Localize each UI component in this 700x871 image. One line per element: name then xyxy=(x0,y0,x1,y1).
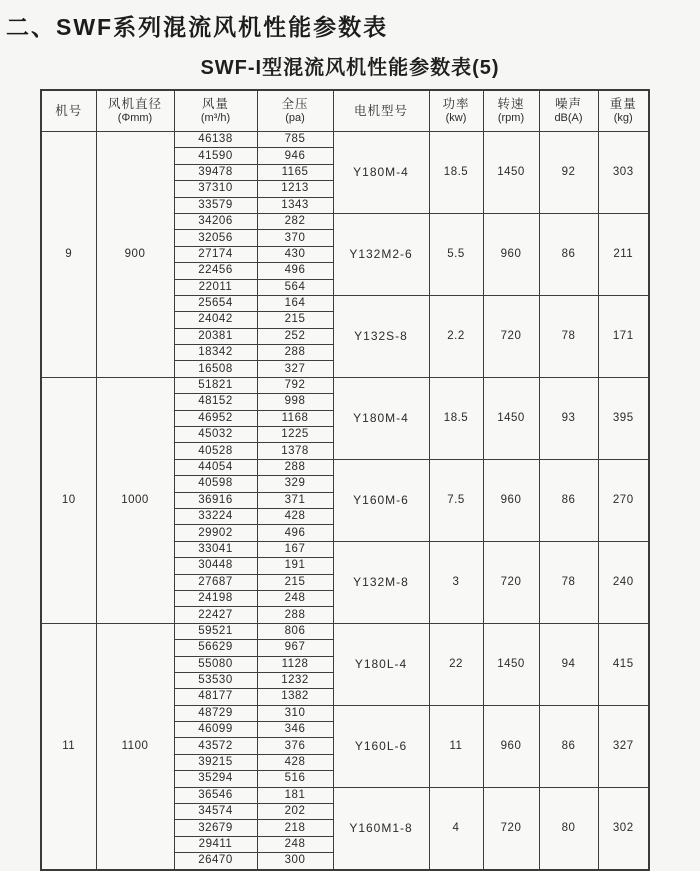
pressure-cell: 288 xyxy=(257,459,333,475)
col-header-label: 电机型号 xyxy=(353,103,408,118)
power-cell: 7.5 xyxy=(429,459,483,541)
pressure-cell: 998 xyxy=(257,394,333,410)
motor-model-cell: Y180M-4 xyxy=(333,132,429,214)
table-header xyxy=(41,90,649,132)
pressure-cell: 218 xyxy=(257,820,333,836)
pressure-cell: 215 xyxy=(257,312,333,328)
power-cell: 4 xyxy=(429,787,483,869)
col-header-label: 噪声 xyxy=(554,97,582,111)
flow-cell: 40528 xyxy=(174,443,257,459)
flow-cell: 22011 xyxy=(174,279,257,295)
col-header-label: 机号 xyxy=(55,103,83,118)
pressure-cell: 370 xyxy=(257,230,333,246)
pressure-cell: 215 xyxy=(257,574,333,590)
motor-model-cell: Y180L-4 xyxy=(333,623,429,705)
pressure-cell: 785 xyxy=(257,132,333,148)
noise-cell: 86 xyxy=(539,213,598,295)
noise-cell: 93 xyxy=(539,377,598,459)
speed-cell: 720 xyxy=(483,541,539,623)
col-header-unit: (Φmm) xyxy=(117,112,153,124)
speed-cell: 1450 xyxy=(483,377,539,459)
weight-cell: 240 xyxy=(598,541,649,623)
diameter-cell: 900 xyxy=(96,132,174,378)
speed-cell: 960 xyxy=(483,705,539,787)
flow-cell: 27174 xyxy=(174,246,257,262)
weight-cell: 415 xyxy=(598,623,649,705)
power-cell: 18.5 xyxy=(429,132,483,214)
motor-model-cell: Y160M1-8 xyxy=(333,787,429,869)
noise-cell: 86 xyxy=(539,459,598,541)
col-header-unit: dB(A) xyxy=(554,112,583,124)
col-header-label: 重量 xyxy=(609,97,637,111)
col-header-unit: (rpm) xyxy=(497,112,525,124)
weight-cell: 302 xyxy=(598,787,649,869)
flow-cell: 51821 xyxy=(174,377,257,393)
power-cell: 22 xyxy=(429,623,483,705)
pressure-cell: 946 xyxy=(257,148,333,164)
pressure-cell: 1378 xyxy=(257,443,333,459)
pressure-cell: 164 xyxy=(257,295,333,311)
pressure-cell: 346 xyxy=(257,722,333,738)
col-header-power xyxy=(429,90,483,132)
noise-cell: 86 xyxy=(539,705,598,787)
col-header-diameter xyxy=(96,90,174,132)
weight-cell: 395 xyxy=(598,377,649,459)
table-row xyxy=(41,377,649,393)
flow-cell: 56629 xyxy=(174,640,257,656)
col-header-speed xyxy=(483,90,539,132)
flow-cell: 32056 xyxy=(174,230,257,246)
weight-cell: 171 xyxy=(598,295,649,377)
motor-model-cell: Y180M-4 xyxy=(333,377,429,459)
motor-model-cell: Y132M-8 xyxy=(333,541,429,623)
flow-cell: 53530 xyxy=(174,672,257,688)
flow-cell: 24042 xyxy=(174,312,257,328)
flow-cell: 16508 xyxy=(174,361,257,377)
table-row xyxy=(41,132,649,148)
pressure-cell: 300 xyxy=(257,853,333,870)
col-header-unit: (kw) xyxy=(445,112,467,124)
col-header-weight xyxy=(598,90,649,132)
flow-cell: 48152 xyxy=(174,394,257,410)
power-cell: 3 xyxy=(429,541,483,623)
flow-cell: 46952 xyxy=(174,410,257,426)
noise-cell: 78 xyxy=(539,541,598,623)
flow-cell: 33041 xyxy=(174,541,257,557)
table-row xyxy=(41,623,649,639)
model-no-cell: 9 xyxy=(41,132,96,378)
speed-cell: 1450 xyxy=(483,623,539,705)
speed-cell: 960 xyxy=(483,459,539,541)
pressure-cell: 167 xyxy=(257,541,333,557)
diameter-cell: 1000 xyxy=(96,377,174,623)
pressure-cell: 967 xyxy=(257,640,333,656)
flow-cell: 40598 xyxy=(174,476,257,492)
pressure-cell: 792 xyxy=(257,377,333,393)
flow-cell: 25654 xyxy=(174,295,257,311)
pressure-cell: 288 xyxy=(257,345,333,361)
motor-model-cell: Y132S-8 xyxy=(333,295,429,377)
flow-cell: 32679 xyxy=(174,820,257,836)
col-header-label: 风量 xyxy=(201,97,229,111)
pressure-cell: 252 xyxy=(257,328,333,344)
noise-cell: 80 xyxy=(539,787,598,869)
flow-cell: 39215 xyxy=(174,754,257,770)
flow-cell: 41590 xyxy=(174,148,257,164)
flow-cell: 24198 xyxy=(174,590,257,606)
pressure-cell: 310 xyxy=(257,705,333,721)
flow-cell: 27687 xyxy=(174,574,257,590)
col-header-flow xyxy=(174,90,257,132)
col-header-label: 风机直径 xyxy=(107,97,162,111)
flow-cell: 34206 xyxy=(174,213,257,229)
pressure-cell: 564 xyxy=(257,279,333,295)
col-header-noise xyxy=(539,90,598,132)
pressure-cell: 1225 xyxy=(257,427,333,443)
motor-model-cell: Y160L-6 xyxy=(333,705,429,787)
pressure-cell: 1165 xyxy=(257,164,333,180)
pressure-cell: 181 xyxy=(257,787,333,803)
col-header-label: 转速 xyxy=(497,97,525,111)
power-cell: 5.5 xyxy=(429,213,483,295)
col-header-unit: (pa) xyxy=(285,112,305,124)
noise-cell: 92 xyxy=(539,132,598,214)
speed-cell: 960 xyxy=(483,213,539,295)
pressure-cell: 202 xyxy=(257,804,333,820)
pressure-cell: 248 xyxy=(257,590,333,606)
speed-cell: 1450 xyxy=(483,132,539,214)
pressure-cell: 1128 xyxy=(257,656,333,672)
pressure-cell: 248 xyxy=(257,836,333,852)
noise-cell: 94 xyxy=(539,623,598,705)
pressure-cell: 1232 xyxy=(257,672,333,688)
col-header-label: 功率 xyxy=(442,97,470,111)
pressure-cell: 288 xyxy=(257,607,333,623)
flow-cell: 45032 xyxy=(174,427,257,443)
pressure-cell: 496 xyxy=(257,263,333,279)
col-header-unit: (m³/h) xyxy=(200,112,231,124)
flow-cell: 44054 xyxy=(174,459,257,475)
flow-cell: 33579 xyxy=(174,197,257,213)
flow-cell: 22427 xyxy=(174,607,257,623)
flow-cell: 36546 xyxy=(174,787,257,803)
col-header-label: 全压 xyxy=(281,97,309,111)
flow-cell: 30448 xyxy=(174,558,257,574)
power-cell: 11 xyxy=(429,705,483,787)
flow-cell: 36916 xyxy=(174,492,257,508)
pressure-cell: 496 xyxy=(257,525,333,541)
fan-performance-table xyxy=(40,89,650,871)
pressure-cell: 516 xyxy=(257,771,333,787)
weight-cell: 270 xyxy=(598,459,649,541)
flow-cell: 20381 xyxy=(174,328,257,344)
speed-cell: 720 xyxy=(483,295,539,377)
weight-cell: 211 xyxy=(598,213,649,295)
power-cell: 2.2 xyxy=(429,295,483,377)
flow-cell: 29411 xyxy=(174,836,257,852)
flow-cell: 46099 xyxy=(174,722,257,738)
flow-cell: 33224 xyxy=(174,508,257,524)
flow-cell: 22456 xyxy=(174,263,257,279)
motor-model-cell: Y160M-6 xyxy=(333,459,429,541)
flow-cell: 35294 xyxy=(174,771,257,787)
flow-cell: 29902 xyxy=(174,525,257,541)
flow-cell: 59521 xyxy=(174,623,257,639)
flow-cell: 26470 xyxy=(174,853,257,870)
flow-cell: 48729 xyxy=(174,705,257,721)
pressure-cell: 428 xyxy=(257,754,333,770)
power-cell: 18.5 xyxy=(429,377,483,459)
pressure-cell: 329 xyxy=(257,476,333,492)
col-header-pressure xyxy=(257,90,333,132)
col-header-unit: (kg) xyxy=(613,112,633,124)
pressure-cell: 1168 xyxy=(257,410,333,426)
table-header-row xyxy=(41,90,649,132)
pressure-cell: 806 xyxy=(257,623,333,639)
weight-cell: 303 xyxy=(598,132,649,214)
pressure-cell: 282 xyxy=(257,213,333,229)
flow-cell: 55080 xyxy=(174,656,257,672)
table-subtitle: SWF-I型混流风机性能参数表(5) xyxy=(200,57,500,79)
pressure-cell: 191 xyxy=(257,558,333,574)
weight-cell: 327 xyxy=(598,705,649,787)
page-title: 二、SWF系列混流风机性能参数表 xyxy=(6,14,389,40)
pressure-cell: 327 xyxy=(257,361,333,377)
pressure-cell: 430 xyxy=(257,246,333,262)
pressure-cell: 1213 xyxy=(257,181,333,197)
col-header-motor xyxy=(333,90,429,132)
flow-cell: 39478 xyxy=(174,164,257,180)
pressure-cell: 371 xyxy=(257,492,333,508)
flow-cell: 18342 xyxy=(174,345,257,361)
flow-cell: 43572 xyxy=(174,738,257,754)
speed-cell: 720 xyxy=(483,787,539,869)
flow-cell: 46138 xyxy=(174,132,257,148)
motor-model-cell: Y132M2-6 xyxy=(333,213,429,295)
model-no-cell: 11 xyxy=(41,623,96,869)
model-no-cell: 10 xyxy=(41,377,96,623)
diameter-cell: 1100 xyxy=(96,623,174,869)
table-body xyxy=(41,132,649,870)
noise-cell: 78 xyxy=(539,295,598,377)
pressure-cell: 1382 xyxy=(257,689,333,705)
pressure-cell: 376 xyxy=(257,738,333,754)
col-header-model-no xyxy=(41,90,96,132)
pressure-cell: 428 xyxy=(257,508,333,524)
flow-cell: 48177 xyxy=(174,689,257,705)
flow-cell: 34574 xyxy=(174,804,257,820)
pressure-cell: 1343 xyxy=(257,197,333,213)
flow-cell: 37310 xyxy=(174,181,257,197)
